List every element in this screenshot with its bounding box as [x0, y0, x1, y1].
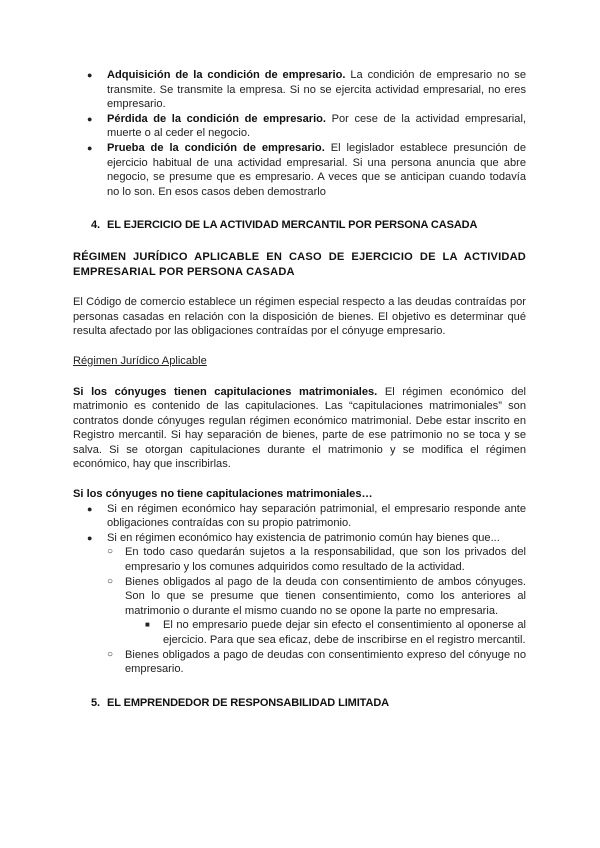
sub-list-item-text: ○ Bienes obligados al pago de la deuda con consentimiento de ambos cónyuges. Son lo que se presume que tienen consentimiento, como los anteriores al matrimonio o durante el mismo cuando no se opone la parte no empresaria.: [125, 575, 526, 617]
section-title: EL EJERCICIO DE LA ACTIVIDAD MERCANTIL POR PERSONA CASADA: [107, 219, 478, 232]
list-item-text: El legislador establece presunción de ejercicio habitual de una actividad empresarial. Si una persona anuncia que abre negocio, se presume que es empresario. A veces que se anticipan cuando todavía no lo son. En esos casos deben demostrarlo: [107, 141, 526, 198]
list-item-text: Si en régimen económico hay existencia de patrimonio común hay bienes que...: [107, 531, 500, 544]
list-item: [73, 68, 526, 112]
section-4-heading: [73, 218, 526, 233]
capitulaciones-lead: Si los cónyuges tienen capitulaciones matrimoniales.: [73, 385, 378, 398]
sub-list-item: [103, 575, 526, 648]
list-item-term: Pérdida de la condición de empresario.: [107, 112, 327, 125]
list-item: [73, 531, 526, 677]
no-capitulaciones-heading: Si los cónyuges no tiene capitulaciones matrimoniales…: [73, 488, 373, 501]
regimen-title: RÉGIMEN JURÍDICO APLICABLE EN CASO DE EJERCICIO DE LA ACTIVIDAD EMPRESARIAL POR PERSONA CASADA: [73, 250, 526, 278]
no-capitulaciones-list: [73, 502, 526, 677]
section-title: EL EMPRENDEDOR DE RESPONSABILIDAD LIMITADA: [107, 696, 390, 709]
capitulaciones-paragraph: [73, 385, 526, 473]
subheading: Régimen Jurídico Aplicable: [73, 354, 207, 367]
capitulaciones-text: El régimen económico del matrimonio es contenido de las capitulaciones. Las “capitulaciones matrimoniales” son contratos donde cónyuges regulan régimen económico matrimonial. Debe estar inscrito en Registro mercantil. Si hay separación de bienes, parte de ese patrimonio no se toca y se salva. Si se otorgan capitulaciones durante el matrimonio y se modifica el régimen económico, hay que inscribirlas.: [73, 385, 526, 471]
list-item-text: La condición de empresario no se transmite. Se transmite la empresa. Si no se ejercita actividad empresarial, no eres empresario.: [107, 69, 526, 111]
sub-sub-list-item: ■ El no empresario puede dejar sin efecto el consentimiento al oponerse al ejercicio. Para que sea eficaz, debe de inscribirse en el registro mercantil.: [141, 618, 526, 647]
list-item-term: Adquisición de la condición de empresario.: [107, 69, 346, 81]
list-item: [73, 141, 526, 199]
sub-sub-list: [141, 618, 526, 647]
sub-list-item: ○ Bienes obligados a pago de deudas con consentimiento expreso del cónyuge no empresario.: [103, 648, 526, 677]
list-item: [73, 112, 526, 141]
section-number: 5.: [91, 696, 100, 709]
condicion-list: [73, 68, 526, 199]
section-number: 4.: [91, 219, 100, 232]
sub-list-item: ○ En todo caso quedarán sujetos a la responsabilidad, que son los privados del empresario y los comunes adquiridos como resultado de la actividad.: [103, 545, 526, 574]
section-5-heading: [73, 696, 526, 711]
list-item-term: Prueba de la condición de empresario.: [107, 141, 325, 154]
list-item: ● Si en régimen económico hay separación patrimonial, el empresario responde ante obligaciones contraídas con su propio patrimonio.: [73, 502, 526, 531]
sub-list: [103, 545, 526, 676]
list-item-text: Por cese de la actividad empresarial, muerte o al ceder el negocio.: [107, 112, 526, 140]
intro-paragraph: El Código de comercio establece un régimen especial respecto a las deudas contraídas por personas casadas en relación con la disposición de bienes. El objetivo es determinar qué resulta afectado por las obligaciones contraídas por el cónyuge empresario.: [73, 296, 526, 338]
